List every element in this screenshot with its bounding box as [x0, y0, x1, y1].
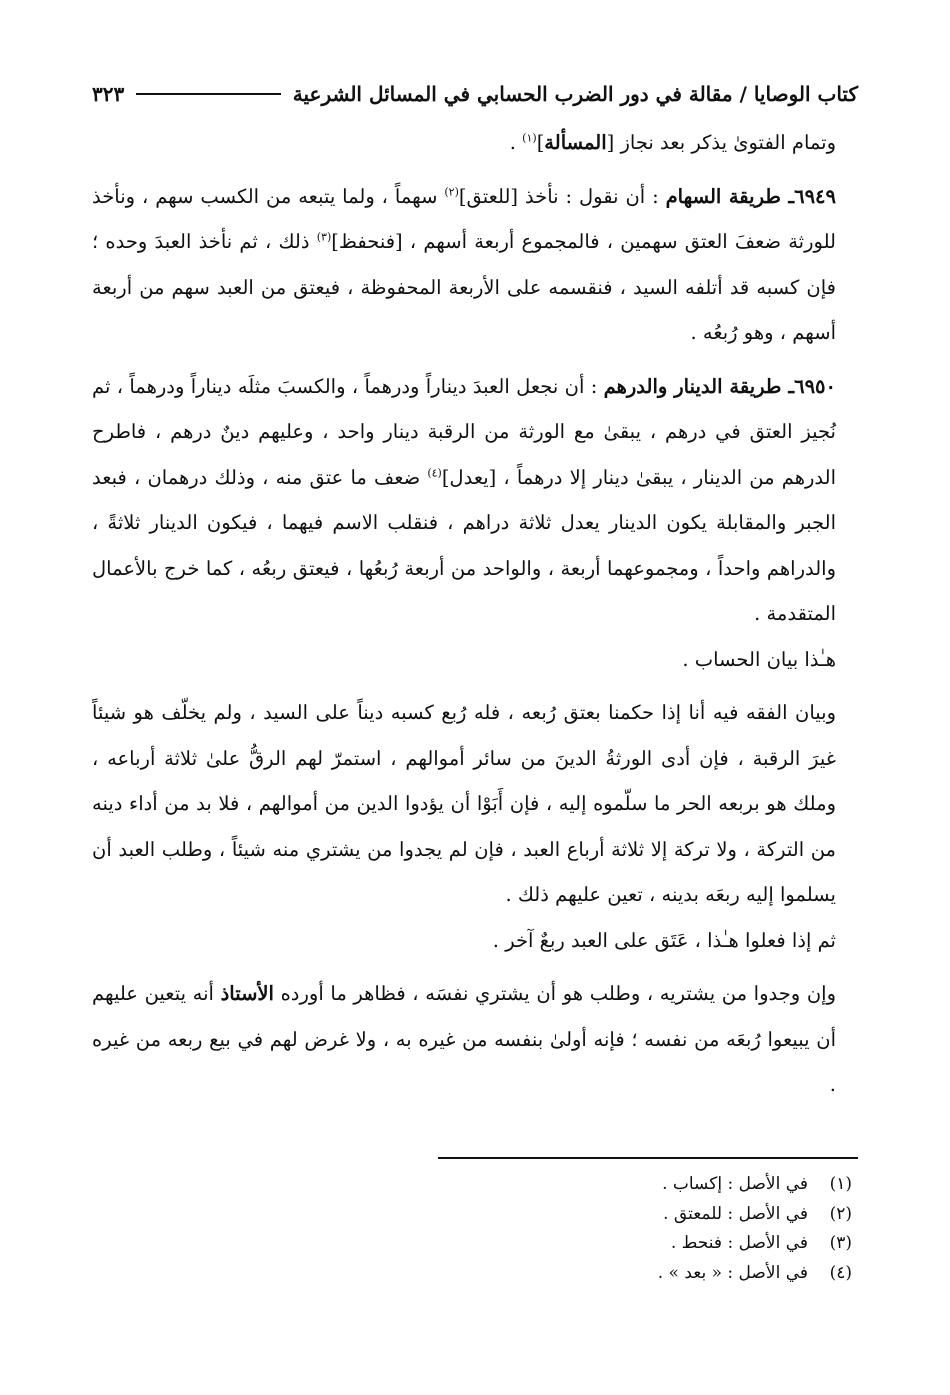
text-run: . [509, 131, 523, 154]
footnote-divider [438, 1157, 858, 1159]
header-title: كتاب الوصايا / مقالة في دور الضرب الحسابي في المسائل الشرعية [292, 82, 858, 106]
paragraph-then: ثم إذا فعلوا هـٰذا ، عَتَق على العبد ربعٌ آخر . [492, 928, 836, 952]
footnote-text: في الأصل : فنحط . [670, 1233, 808, 1253]
section-heading: ٦٩٥٠ـ طريقة الدينار والدرهم [603, 374, 836, 398]
paragraph-6949 [92, 174, 858, 356]
main-text [92, 120, 858, 1108]
footnote-ref[interactable]: (٣) [316, 230, 332, 244]
section-heading: ٦٩٤٩ـ طريقة السهام [665, 184, 837, 208]
bold-term: المسألة [544, 131, 607, 154]
text-run: وتمام الفتوىٰ يذكر بعد نجاز [ [606, 131, 836, 154]
text-run: ] [536, 131, 545, 154]
paragraph-calc-note: هـٰذا بيان الحساب . [682, 647, 836, 671]
paragraph-6950 [92, 364, 858, 637]
text-run: وإن وجدوا من يشتريه ، وطلب هو أن يشتري نفسَه ، فظاهر ما أورده [273, 982, 836, 1005]
page-number: ٣٢٣ [92, 82, 125, 106]
footnote-item [92, 1170, 858, 1200]
footnote-number: (١) [829, 1174, 852, 1194]
footnote-number: (٣) [829, 1233, 852, 1253]
footnote-ref[interactable]: (٤) [427, 466, 442, 479]
footnote-number: (٤) [829, 1262, 852, 1283]
footnote-item [92, 1229, 858, 1259]
header-rule [136, 93, 281, 95]
text-run: ذلك ، ثم نأخذ العبدَ وحده ؛ فإن كسبه قد أتلفه السيد ، فنقسمه على الأربعة المحفوظة ، فيعتق من العبد سهم من أربعة أسهم ، وهو رُبعُه . [92, 230, 836, 344]
text-run: أنه يتعين عليهم أن يبيعوا رُبعَه من نفسه ؛ فإنه أولىٰ بنفسه من غيره به ، ولا غرض لهم في بيع ربعه من غيره . [92, 982, 836, 1096]
footnote-number: (٢) [829, 1203, 852, 1224]
footnote-item [92, 1259, 858, 1289]
footnote-ref[interactable]: (٢) [444, 185, 459, 198]
footnote-text: في الأصل : إكساب . [662, 1174, 808, 1194]
paragraph-intro [92, 120, 858, 166]
paragraph-buyer [92, 971, 858, 1108]
text-run: سهماً ، ولما يتبعه من الكسب سهم ، ونأخذ للورثة ضعفَ العتق سهمين ، فالمجموع أربعة أسهم ، [فنحفظ] [92, 184, 836, 253]
text-run: ضعف ما عتق منه ، وذلك درهمان ، فبعد الجبر والمقابلة يكون الدينار يعدل ثلاثة دراهم ، فنقلب الاسم فيهما ، فيكون الدينار ثلاثةً ، والدراهم واحداً ، ومجموعهما أربعة ، والواحد من أربعة رُبعُها ، فيعتق ربعُه ، كما خرج بالأعمال المتقدمة . [92, 465, 836, 625]
footnote-text: في الأصل : « بعد » . [657, 1262, 808, 1283]
text-run: : أن نجعل العبدَ ديناراً ودرهماً ، والكسبَ مثلَه ديناراً ودرهماً ، ثم نُجيز العتق في درهم ، يبقىٰ مع الورثة من الرقبة دينار واحد ، وعليهم دينٌ درهم ، فاطرح الدرهم من الدينار ، يبقىٰ دينار إلا درهماً ، [يعدل] [92, 374, 836, 489]
text-run: : أن نقول : نأخذ [للعتق] [458, 184, 666, 208]
running-header [92, 72, 858, 116]
footnotes [92, 1170, 858, 1288]
footnote-text: في الأصل : للمعتق . [663, 1203, 808, 1224]
footnote-item [92, 1200, 858, 1230]
bold-term: الأستاذ [220, 982, 274, 1005]
paragraph-fiqh: وبيان الفقه فيه أنا إذا حكمنا بعتق رُبعه ، فله رُبع كسبه ديناً على السيد ، ولم يخلّف هو شيئاً غيرَ الرقبة ، فإن أدى الورثةُ الدينَ من سائر أموالهم ، استمرّ لهم الرقُّ علىٰ ثلاثة أرباعه ، وملك هو بربعه الحر ما سلّموه إليه ، فإن أَبَوْا أن يؤدوا الدين من أموالهم ، فلا بد من أداء دينه من التركة ، ولا تركة إلا ثلاثة أرباع العبد ، فإن لم يجدوا من يشتري منه شيئاً ، وطلب العبد أن يسلموا إليه ربعَه بدينه ، تعين عليهم ذلك . [92, 701, 836, 906]
footnote-ref[interactable]: (١) [522, 131, 537, 145]
